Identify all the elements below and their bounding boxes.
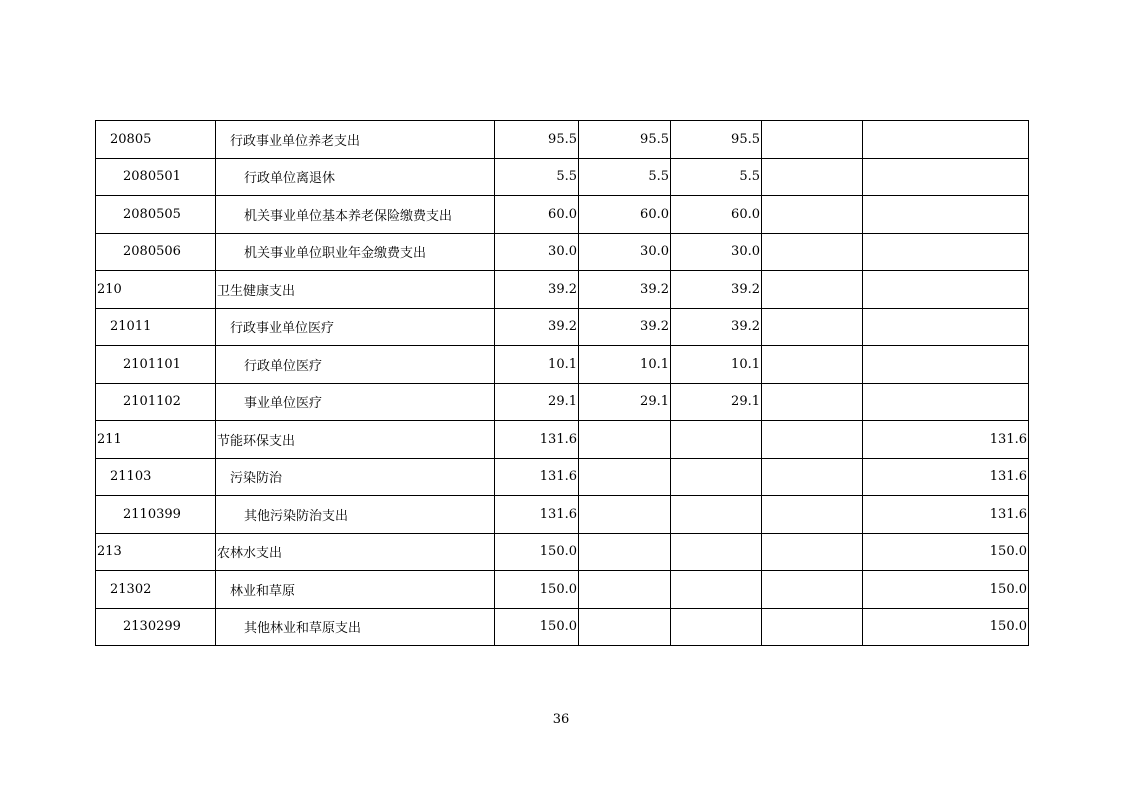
amount-cell-1: 10.1 [495,346,579,384]
subject-code-cell: 21103 [96,458,216,496]
subject-name-cell: 林业和草原 [216,571,495,609]
amount-cell-3: 29.1 [671,383,762,421]
amount-cell-1: 150.0 [495,571,579,609]
subject-code-cell: 2080506 [96,233,216,271]
amount-cell-2: 39.2 [579,308,671,346]
subject-code-cell: 2110399 [96,496,216,534]
amount-cell-3 [671,571,762,609]
amount-cell-5 [863,271,1029,309]
subject-name-cell: 其他污染防治支出 [216,496,495,534]
table-row [96,533,1029,571]
amount-cell-3 [671,533,762,571]
amount-cell-2: 29.1 [579,383,671,421]
table-row [96,383,1029,421]
amount-cell-1: 150.0 [495,533,579,571]
amount-cell-3: 10.1 [671,346,762,384]
subject-name-cell: 污染防治 [216,458,495,496]
subject-name-cell: 农林水支出 [216,533,495,571]
budget-table-body [96,121,1029,646]
amount-cell-1: 5.5 [495,158,579,196]
subject-code-cell: 2080501 [96,158,216,196]
table-row [96,233,1029,271]
amount-cell-5: 131.6 [863,496,1029,534]
amount-cell-4 [762,383,863,421]
amount-cell-4 [762,308,863,346]
amount-cell-3 [671,608,762,646]
amount-cell-5: 131.6 [863,421,1029,459]
amount-cell-3: 39.2 [671,271,762,309]
table-row [96,346,1029,384]
subject-name-cell: 其他林业和草原支出 [216,608,495,646]
table-row [96,308,1029,346]
amount-cell-5 [863,308,1029,346]
amount-cell-1: 131.6 [495,421,579,459]
subject-code-cell: 211 [96,421,216,459]
subject-code-cell: 210 [96,271,216,309]
subject-name-cell: 行政事业单位医疗 [216,308,495,346]
subject-code-cell: 2080505 [96,196,216,234]
amount-cell-1: 39.2 [495,308,579,346]
amount-cell-4 [762,346,863,384]
amount-cell-1: 39.2 [495,271,579,309]
amount-cell-1: 131.6 [495,458,579,496]
budget-table [95,120,1029,646]
amount-cell-3: 60.0 [671,196,762,234]
amount-cell-2 [579,421,671,459]
amount-cell-4 [762,196,863,234]
amount-cell-5: 150.0 [863,533,1029,571]
table-row [96,421,1029,459]
amount-cell-4 [762,233,863,271]
amount-cell-2 [579,571,671,609]
subject-name-cell: 节能环保支出 [216,421,495,459]
amount-cell-4 [762,121,863,159]
amount-cell-3 [671,458,762,496]
amount-cell-2 [579,533,671,571]
amount-cell-2 [579,608,671,646]
amount-cell-2: 5.5 [579,158,671,196]
amount-cell-3: 95.5 [671,121,762,159]
amount-cell-4 [762,458,863,496]
amount-cell-3: 30.0 [671,233,762,271]
subject-name-cell: 机关事业单位职业年金缴费支出 [216,233,495,271]
subject-name-cell: 卫生健康支出 [216,271,495,309]
amount-cell-3 [671,421,762,459]
subject-name-cell: 行政事业单位养老支出 [216,121,495,159]
amount-cell-4 [762,571,863,609]
subject-code-cell: 21302 [96,571,216,609]
amount-cell-1: 131.6 [495,496,579,534]
amount-cell-5 [863,346,1029,384]
amount-cell-2: 39.2 [579,271,671,309]
table-row [96,158,1029,196]
amount-cell-5: 150.0 [863,571,1029,609]
amount-cell-2: 95.5 [579,121,671,159]
subject-code-cell: 2101102 [96,383,216,421]
amount-cell-1: 60.0 [495,196,579,234]
amount-cell-5: 150.0 [863,608,1029,646]
subject-name-cell: 行政单位医疗 [216,346,495,384]
amount-cell-4 [762,533,863,571]
amount-cell-1: 30.0 [495,233,579,271]
subject-code-cell: 2101101 [96,346,216,384]
amount-cell-3: 39.2 [671,308,762,346]
subject-code-cell: 2130299 [96,608,216,646]
amount-cell-2: 10.1 [579,346,671,384]
amount-cell-5 [863,158,1029,196]
amount-cell-1: 95.5 [495,121,579,159]
amount-cell-4 [762,421,863,459]
amount-cell-5 [863,196,1029,234]
subject-name-cell: 事业单位医疗 [216,383,495,421]
table-row [96,608,1029,646]
page-number: 36 [552,712,570,727]
subject-name-cell: 机关事业单位基本养老保险缴费支出 [216,196,495,234]
amount-cell-5 [863,233,1029,271]
amount-cell-5 [863,121,1029,159]
amount-cell-4 [762,608,863,646]
amount-cell-2: 60.0 [579,196,671,234]
table-row [96,458,1029,496]
amount-cell-2 [579,458,671,496]
amount-cell-1: 29.1 [495,383,579,421]
table-row [96,496,1029,534]
amount-cell-5: 131.6 [863,458,1029,496]
table-row [96,196,1029,234]
amount-cell-4 [762,496,863,534]
amount-cell-3: 5.5 [671,158,762,196]
table-row [96,121,1029,159]
table-row [96,271,1029,309]
amount-cell-4 [762,158,863,196]
amount-cell-5 [863,383,1029,421]
subject-code-cell: 213 [96,533,216,571]
amount-cell-4 [762,271,863,309]
subject-name-cell: 行政单位离退休 [216,158,495,196]
amount-cell-1: 150.0 [495,608,579,646]
amount-cell-2: 30.0 [579,233,671,271]
amount-cell-2 [579,496,671,534]
subject-code-cell: 21011 [96,308,216,346]
subject-code-cell: 20805 [96,121,216,159]
table-row [96,571,1029,609]
amount-cell-3 [671,496,762,534]
